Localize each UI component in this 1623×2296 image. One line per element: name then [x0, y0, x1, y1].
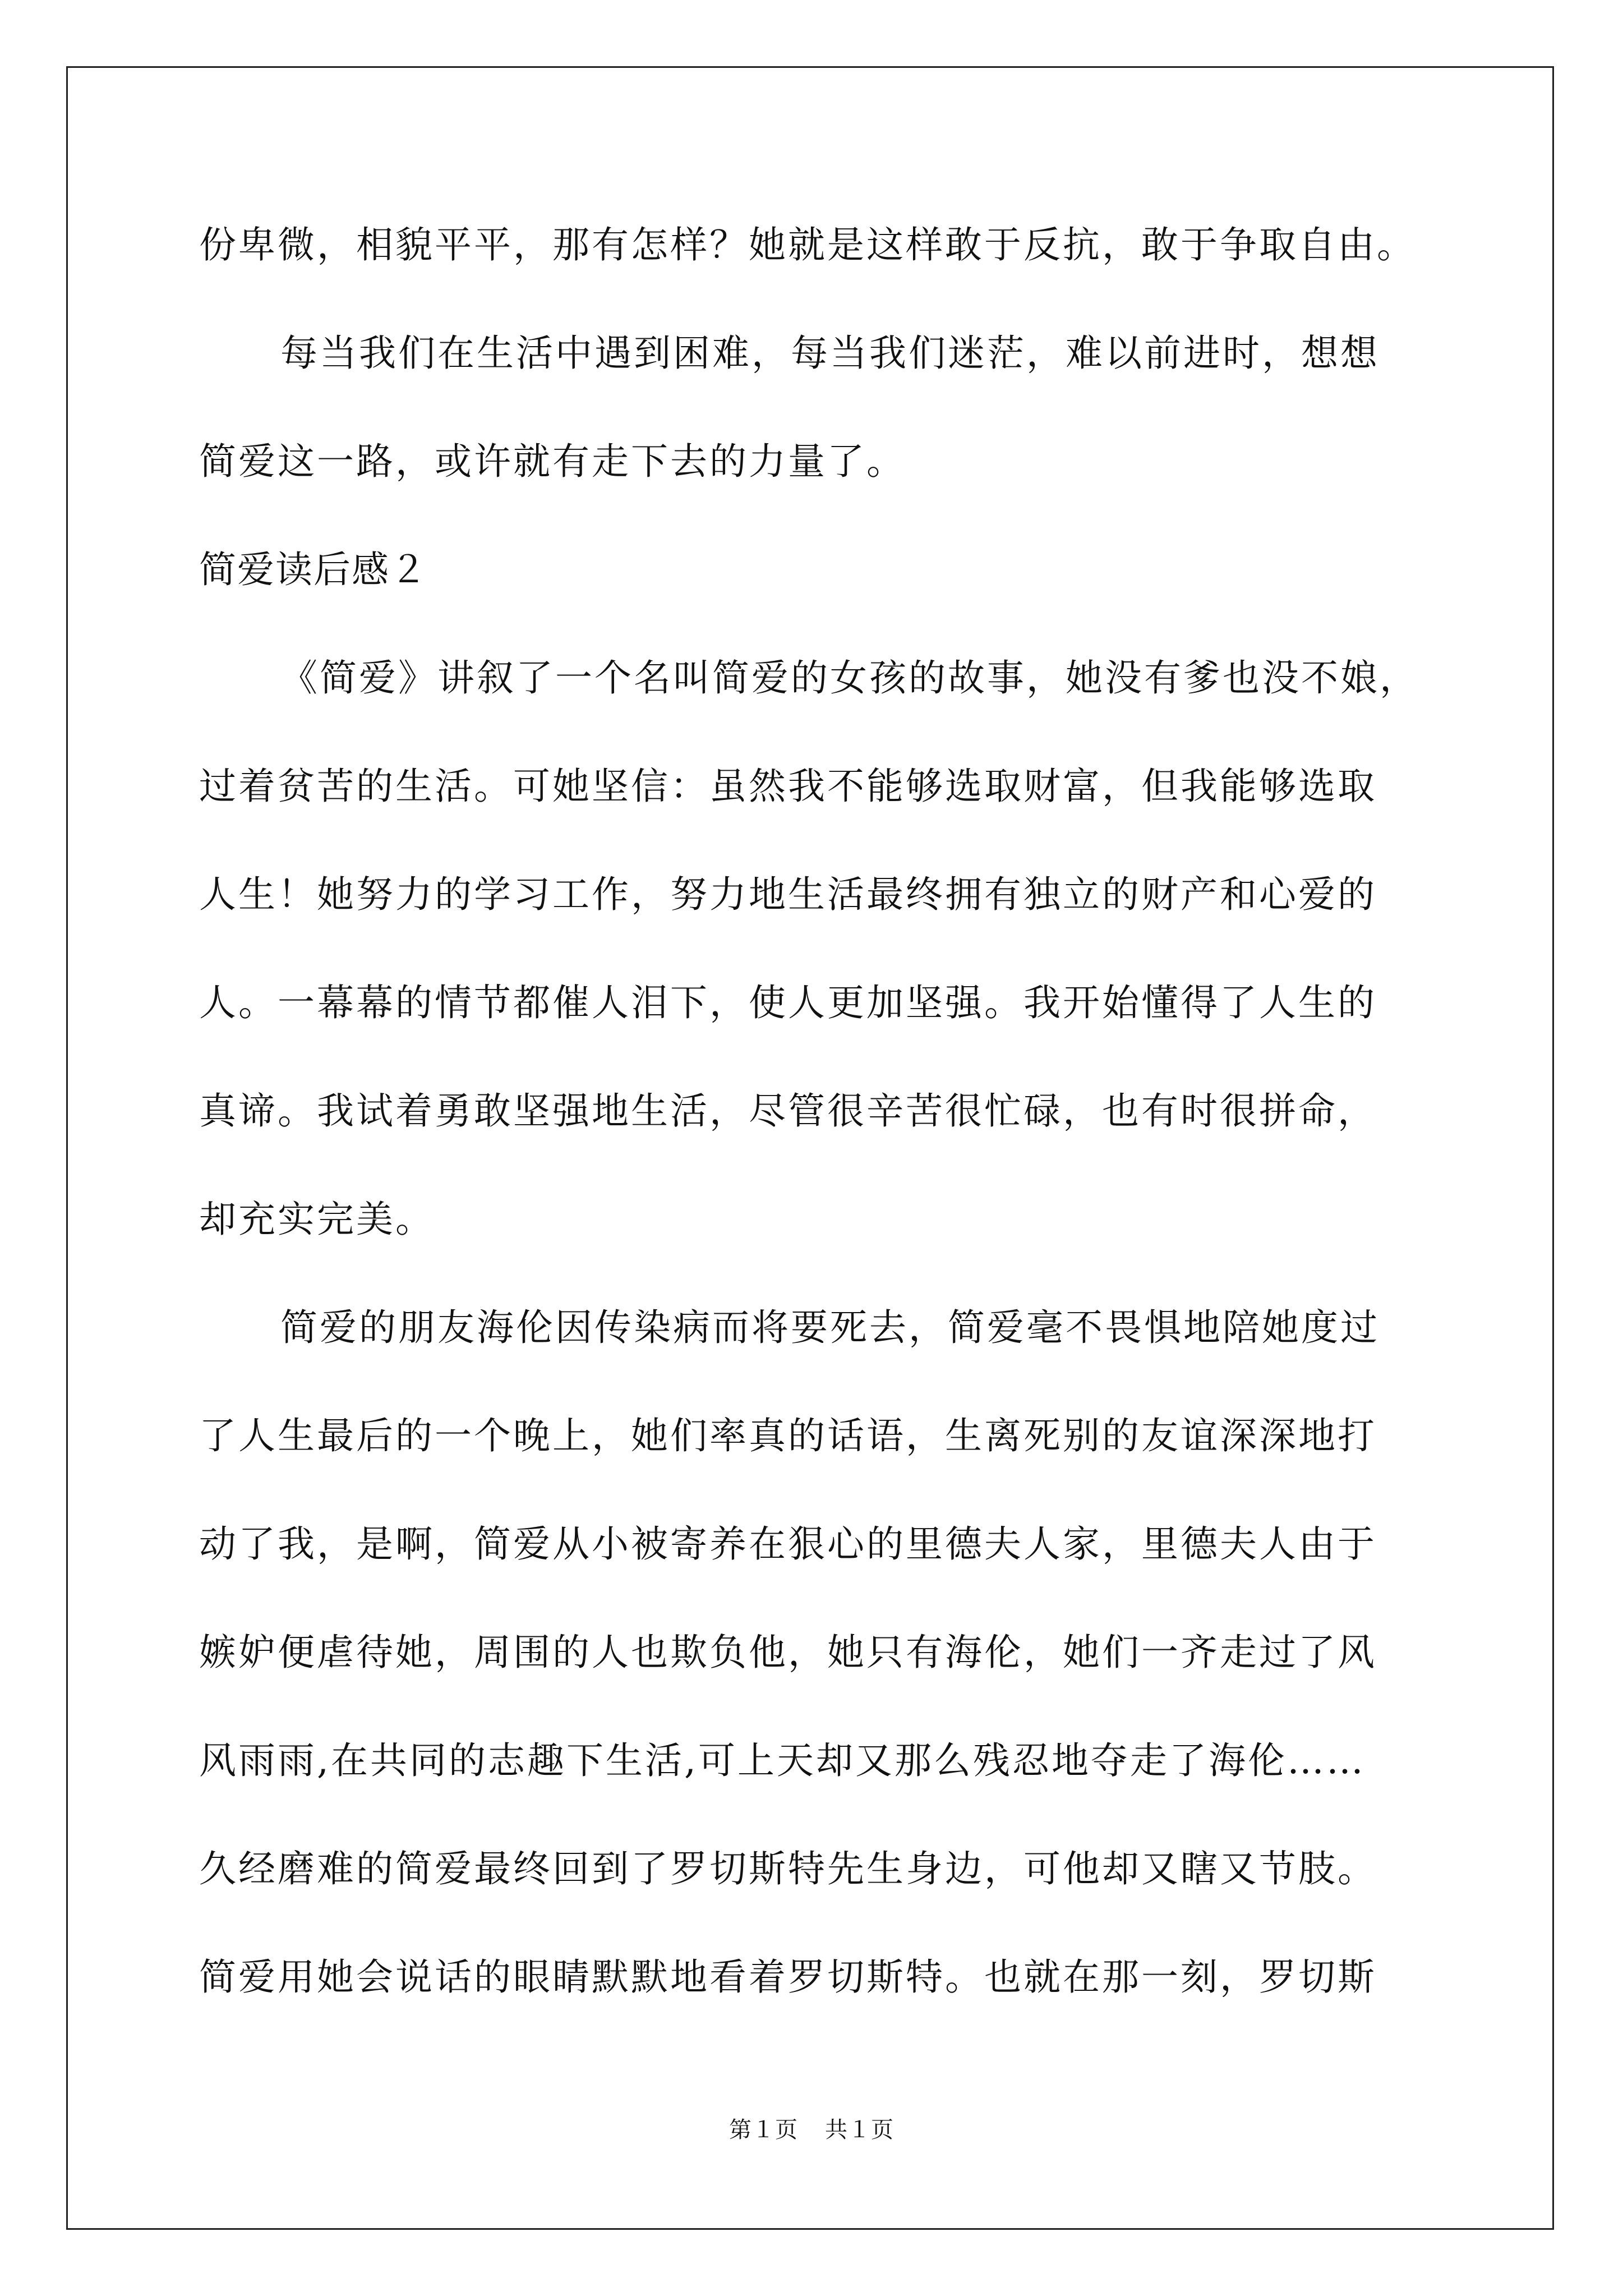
page-footer — [0, 2112, 1623, 2144]
text-line: 人生！她努力的学习工作，努力地生活最终拥有独立的财产和心爱的 — [199, 873, 1377, 916]
text-line: 了人生最后的一个晚上，她们率真的话语，生离死别的友谊深深地打 — [199, 1414, 1377, 1457]
page-number: 第１页 — [729, 2117, 798, 2143]
text-line: 动了我，是啊，简爱从小被寄养在狠心的里德夫人家，里德夫人由于 — [199, 1522, 1377, 1566]
text-line: 嫉妒便虐待她，周围的人也欺负他，她只有海伦，她们一齐走过了风 — [199, 1631, 1377, 1674]
text-line: 久经磨难的简爱最终回到了罗切斯特先生身边，可他却又瞎又节肢。 — [199, 1847, 1377, 1890]
text-line: 《简爱》讲叙了一个名叫简爱的女孩的故事，她没有爹也没不娘， — [280, 656, 1419, 700]
text-line: 过着贫苦的生活。可她坚信：虽然我不能够选取财富，但我能够选取 — [199, 765, 1377, 808]
text-line: 简爱的朋友海伦因传染病而将要死去，简爱毫不畏惧地陪她度过 — [280, 1306, 1380, 1349]
text-line: 份卑微，相貌平平，那有怎样？她就是这样敢于反抗，敢于争取自由。 — [199, 223, 1416, 266]
text-line: 简爱用她会说话的眼睛默默地看着罗切斯特。也就在那一刻，罗切斯 — [199, 1955, 1377, 1999]
text-line: 风雨雨,在共同的志趣下生活,可上天却又那么残忍地夺走了海伦…… — [199, 1739, 1366, 1782]
text-line: 简爱这一路，或许就有走下去的力量了。 — [199, 440, 906, 483]
text-line: 却充实完美。 — [199, 1198, 435, 1241]
page-total: 共１页 — [825, 2117, 894, 2143]
text-line: 人。一幕幕的情节都催人泪下，使人更加坚强。我开始懂得了人生的 — [199, 981, 1377, 1024]
text-line: 真谛。我试着勇敢坚强地生活，尽管很辛苦很忙碌，也有时很拼命， — [199, 1089, 1377, 1133]
section-heading: 简爱读后感２ — [199, 548, 428, 591]
text-line: 每当我们在生活中遇到困难，每当我们迷茫，难以前进时，想想 — [280, 332, 1380, 375]
document-body — [199, 191, 1455, 2031]
